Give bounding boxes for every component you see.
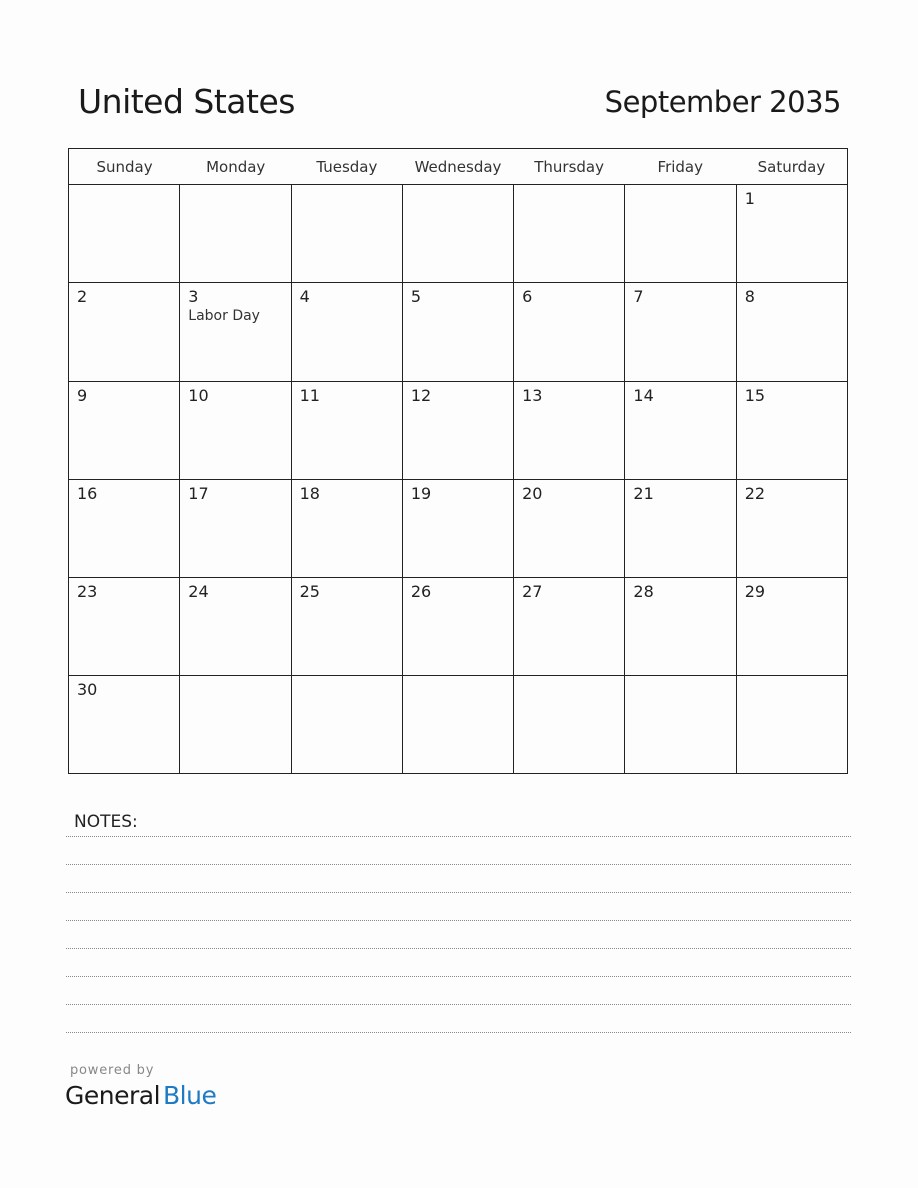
note-line (66, 864, 851, 865)
day-number: 10 (188, 386, 209, 405)
day-number: 15 (744, 386, 766, 405)
day-cell-14 (625, 382, 736, 479)
day-cell-19 (403, 480, 514, 577)
day-number: 25 (299, 582, 320, 601)
day-number: 18 (299, 484, 320, 503)
day-cell-12 (403, 382, 514, 479)
day-cell-21 (625, 480, 736, 577)
empty-day-cell (514, 676, 625, 773)
day-number: 7 (633, 287, 644, 306)
month-year-title: September 2035 (604, 85, 841, 119)
brand-blue: Blue (163, 1081, 217, 1110)
day-number: 20 (522, 484, 543, 503)
day-number: 19 (410, 484, 432, 503)
day-number: 23 (77, 582, 98, 601)
empty-day-cell (403, 185, 514, 282)
empty-day-cell (69, 185, 180, 282)
day-number: 24 (188, 582, 209, 601)
week-row (69, 578, 847, 676)
day-cell-15 (737, 382, 847, 479)
empty-day-cell (514, 185, 625, 282)
day-number: 6 (522, 287, 533, 306)
day-number: 16 (77, 484, 98, 503)
week-row (69, 382, 847, 480)
day-number: 17 (188, 484, 209, 503)
day-cell-7 (625, 283, 736, 381)
day-cell-28 (625, 578, 736, 675)
notes-label: NOTES: (74, 812, 138, 832)
weekday-header-row (69, 149, 847, 185)
day-cell-22 (737, 480, 847, 577)
week-row (69, 676, 847, 773)
day-cell-4 (292, 283, 403, 381)
day-cell-29 (737, 578, 847, 675)
note-line (66, 948, 851, 949)
day-cell-5 (403, 283, 514, 381)
day-cell-10 (180, 382, 291, 479)
empty-day-cell (625, 185, 736, 282)
day-cell-1 (737, 185, 847, 282)
day-number: 22 (744, 484, 766, 503)
day-cell-11 (292, 382, 403, 479)
week-row (69, 185, 847, 283)
day-number: 26 (410, 582, 432, 601)
weekday-header-wednesday: Wednesday (414, 158, 502, 176)
day-cell-18 (292, 480, 403, 577)
day-cell-13 (514, 382, 625, 479)
day-number: 12 (410, 386, 432, 405)
day-number: 30 (77, 680, 98, 699)
weekday-header-tuesday: Tuesday (316, 158, 378, 176)
day-cell-9 (69, 382, 180, 479)
day-cell-20 (514, 480, 625, 577)
weekday-header-sunday: Sunday (96, 158, 153, 176)
day-cell-26 (403, 578, 514, 675)
holiday-label: Labor Day (188, 308, 260, 324)
day-cell-2 (69, 283, 180, 381)
day-number: 28 (633, 582, 654, 601)
note-line (66, 1004, 851, 1005)
empty-day-cell (292, 185, 403, 282)
weekday-header-saturday: Saturday (757, 158, 826, 176)
day-number: 29 (744, 582, 766, 601)
calendar-grid (68, 148, 848, 774)
day-cell-3 (180, 283, 291, 381)
day-cell-6 (514, 283, 625, 381)
week-row (69, 283, 847, 382)
day-cell-30 (69, 676, 180, 773)
country-title: United States (78, 82, 295, 121)
day-number: 11 (299, 386, 320, 405)
generalblue-logo (65, 1080, 216, 1112)
weekday-header-monday: Monday (206, 158, 266, 176)
empty-day-cell (625, 676, 736, 773)
day-number: 3 (188, 287, 199, 306)
day-cell-23 (69, 578, 180, 675)
note-line (66, 892, 851, 893)
note-line (66, 920, 851, 921)
day-number: 8 (744, 287, 755, 306)
week-row (69, 480, 847, 578)
empty-day-cell (180, 185, 291, 282)
day-cell-24 (180, 578, 291, 675)
day-cell-8 (737, 283, 847, 381)
day-number: 5 (410, 287, 422, 306)
day-number: 9 (77, 386, 88, 405)
empty-day-cell (292, 676, 403, 773)
empty-day-cell (403, 676, 514, 773)
day-number: 4 (299, 287, 310, 306)
powered-by-text: powered by (70, 1063, 155, 1078)
empty-day-cell (180, 676, 291, 773)
day-cell-27 (514, 578, 625, 675)
note-line (66, 836, 851, 837)
brand-general: General (65, 1081, 161, 1110)
day-cell-25 (292, 578, 403, 675)
day-number: 2 (77, 287, 88, 306)
day-number: 21 (633, 484, 654, 503)
note-line (66, 1032, 851, 1033)
day-cell-17 (180, 480, 291, 577)
day-number: 1 (744, 189, 755, 208)
day-number: 14 (633, 386, 654, 405)
empty-day-cell (737, 676, 847, 773)
day-number: 27 (522, 582, 543, 601)
weekday-header-friday: Friday (657, 158, 703, 176)
weekday-header-thursday: Thursday (534, 158, 604, 176)
day-cell-16 (69, 480, 180, 577)
note-line (66, 976, 851, 977)
day-number: 13 (522, 386, 543, 405)
